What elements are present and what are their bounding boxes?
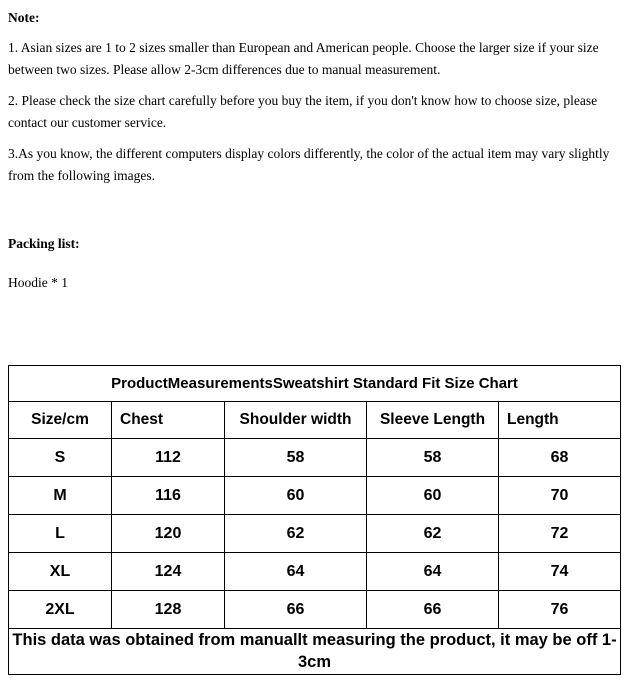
cell-sleeve-s: 58 [367, 439, 499, 477]
cell-length-m: 70 [499, 477, 621, 515]
packing-list-heading: Packing list: [8, 236, 80, 252]
table-footer-row [9, 629, 621, 675]
cell-sleeve-2xl: 66 [367, 591, 499, 629]
table-header-row [9, 402, 621, 439]
table-row [9, 591, 621, 629]
document-page [0, 8, 628, 293]
cell-chest-2xl: 128 [112, 591, 225, 629]
cell-size-xl: XL [9, 553, 112, 591]
cell-size-m: M [9, 477, 112, 515]
header-length: Length [499, 402, 621, 439]
cell-length-2xl: 76 [499, 591, 621, 629]
cell-shoulder-s: 58 [225, 439, 367, 477]
cell-size-l: L [9, 515, 112, 553]
cell-chest-m: 116 [112, 477, 225, 515]
cell-chest-s: 112 [112, 439, 225, 477]
cell-length-s: 68 [499, 439, 621, 477]
note-line-3: 3.As you know, the different computers display colors differently, the color of the actual item may vary slightly from the following images. [8, 145, 610, 183]
cell-shoulder-2xl: 66 [225, 591, 367, 629]
table-row [9, 477, 621, 515]
cell-sleeve-xl: 64 [367, 553, 499, 591]
header-chest: Chest [112, 402, 225, 439]
header-size: Size/cm [9, 402, 112, 439]
header-sleeve-length: Sleeve Length [367, 402, 499, 439]
cell-chest-l: 120 [112, 515, 225, 553]
cell-size-s: S [9, 439, 112, 477]
note-heading: Note: [8, 10, 40, 25]
header-shoulder-width: Shoulder width [225, 402, 367, 439]
note-line-2: 2. Please check the size chart carefully before you buy the item, if you don't know how to choose size, please contact our customer service. [8, 92, 598, 130]
size-chart-title: ProductMeasurementsSweatshirt Standard Fit Size Chart [9, 366, 621, 402]
cell-length-xl: 74 [499, 553, 621, 591]
cell-length-l: 72 [499, 515, 621, 553]
table-row [9, 439, 621, 477]
size-chart-table [8, 365, 621, 675]
size-chart-container [8, 365, 620, 675]
section-spacer [8, 186, 620, 234]
packing-list-item: Hoodie * 1 [8, 274, 68, 290]
size-chart-disclaimer: This data was obtained from manuallt measuring the product, it may be off 1-3cm [9, 629, 621, 675]
cell-shoulder-l: 62 [225, 515, 367, 553]
cell-sleeve-m: 60 [367, 477, 499, 515]
cell-shoulder-xl: 64 [225, 553, 367, 591]
note-line-1: 1. Asian sizes are 1 to 2 sizes smaller than European and American people. Choose the larger size if your size between two sizes. Please allow 2-3cm differences due to manual measurement. [8, 40, 599, 78]
cell-shoulder-m: 60 [225, 477, 367, 515]
table-title-row [9, 366, 621, 402]
cell-size-2xl: 2XL [9, 591, 112, 629]
table-row [9, 515, 621, 553]
cell-sleeve-l: 62 [367, 515, 499, 553]
table-row [9, 553, 621, 591]
cell-chest-xl: 124 [112, 553, 225, 591]
